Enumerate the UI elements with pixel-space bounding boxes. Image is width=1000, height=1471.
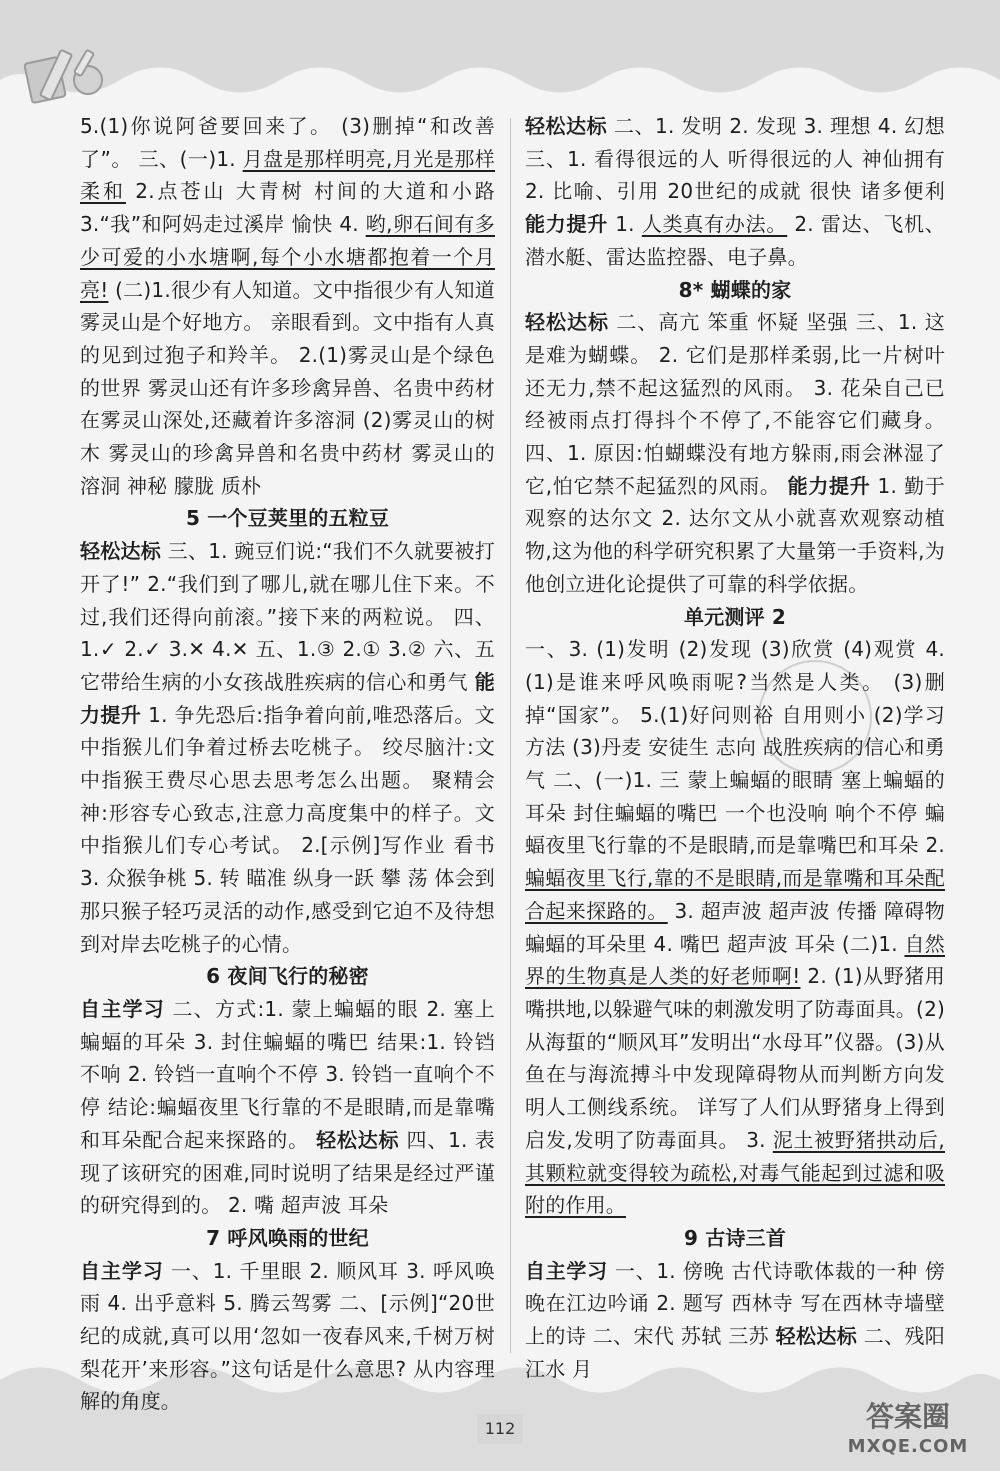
pencil-books-icon xyxy=(20,30,110,110)
section-label: 轻松达标 xyxy=(525,310,610,335)
answer-text: 一、1. 千里眼 2. 顺风耳 3. 呼风唤雨 4. 出乎意料 5. 腾云驾雾 二、[示例]“20世纪的成就,真可以用‘忽如一夜春风来,千树万树梨花开’来形容。”这句话是什么意思? 从内容理解的角度。 xyxy=(80,1258,495,1414)
answer-text: 一、1. 傍晚 古代诗歌体裁的一种 傍晚在江边吟诵 2. 题写 西林寺 写在西林寺墙壁上的诗 二、宋代 苏轼 三苏 xyxy=(525,1258,945,1349)
answer-paragraph xyxy=(80,1255,495,1419)
answer-text: 二、方式:1. 蒙上蝙蝠的眼 2. 塞上蝙蝠的耳朵 3. 封住蝙蝠的嘴巴 结果:1. 铃铛不响 2. 铃铛一直响个不停 3. 铃铛一直响个不停 结论:蝙蝠夜里飞行靠的不是眼睛,而是靠嘴和耳朵配合起来探路的。 xyxy=(80,996,495,1152)
answer-paragraph xyxy=(525,306,945,600)
answer-text: 5.(1)你说阿爸要回来了。 (3)删掉“和改善了”。 三、(一)1. xyxy=(80,114,495,171)
section-label: 轻松达标 xyxy=(80,539,162,564)
answer-text: 6 夜间飞行的秘密 xyxy=(206,964,369,989)
answer-text: 2. (1)从野猪用嘴拱地,以躲避气味的刺激发明了防毒面具。(2)从海蜇的“顺风耳”发明出“水母耳”仪器。(3)从鱼在与海流搏斗中发现障碍物从而判断方向发明人工侧线系统。 详写了人们从野猪身上得到启发,发明了防毒面具。 3. xyxy=(525,964,945,1152)
section-label: 能力提升 xyxy=(787,473,871,498)
answer-text: 1. xyxy=(608,212,642,237)
answer-paragraph xyxy=(80,993,495,1222)
underlined-answer: 蝙蝠夜里飞行,靠的不是眼睛,而是靠嘴和耳朵配合起来探路的。 xyxy=(525,866,945,923)
answer-paragraph xyxy=(525,1255,945,1386)
underlined-answer: 人类真有办法。 xyxy=(641,212,788,237)
section-label: 自主学习 xyxy=(525,1258,608,1283)
answer-text: 7 呼风唤雨的世纪 xyxy=(206,1225,369,1250)
underlined-answer: 自然界的生物真是人类的好老师啊! xyxy=(525,931,945,989)
answer-text: 四、1. 表现了该研究的困难,同时说明了结果是经过严谨的研究得到的。 2. 嘴 超声波 耳朵 xyxy=(80,1127,495,1218)
section-label: 轻松达标 xyxy=(525,114,608,138)
answer-text: 单元测评 2 xyxy=(683,604,787,629)
section-label: 自主学习 xyxy=(80,996,165,1021)
answer-text: 二、高亢 笨重 怀疑 坚强 三、1. 这是难为蝴蝶。 2. 它们是那样柔弱,比一片树叶还无力,禁不起这猛烈的风雨。 3. 花朵自己已经被雨点打得抖个不停了,不能容它们藏身。 四、1. 原因:怕蝴蝶没有地方躲雨,雨会淋湿了它,怕它禁不起猛烈的风雨。 xyxy=(525,310,945,498)
underlined-answer: 月盘是那样明亮,月光是那样柔和 xyxy=(80,146,495,204)
section-label: 能力提升 xyxy=(525,212,609,237)
watermark-url: MXQE.COM xyxy=(847,1436,969,1457)
answer-text: (二)1.很少有人知道。文中指很少有人知道雾灵山是个好地方。 亲眼看到。文中指有人真的见到过狍子和羚羊。 2.(1)雾灵山是个绿色的世界 雾灵山还有许多珍禽异兽、名贵中药材 在雾灵山深处,还藏着许多溶洞 (2)雾灵山的树木 雾灵山的珍禽异兽和名贵中药材 雾灵山的溶洞 神秘 朦胧 质朴 xyxy=(80,277,495,498)
answer-paragraph xyxy=(80,110,495,502)
section-label: 轻松达标 xyxy=(316,1127,400,1152)
answer-text: 9 古诗三首 xyxy=(683,1225,787,1250)
section-heading xyxy=(525,601,945,634)
underlined-answer: 泥土被野猪拱动后,其颗粒就变得较为疏松,对毒气能起到过滤和吸附的作用。 xyxy=(525,1127,945,1218)
stamp-watermark xyxy=(758,660,872,774)
section-heading xyxy=(525,274,945,307)
section-heading xyxy=(80,960,495,993)
answer-paragraph xyxy=(525,110,945,274)
watermark-text: 答案圈 xyxy=(865,1400,950,1433)
answer-text: 二、1. 发明 2. 发现 3. 理想 4. 幻想 三、1. 看得很远的人 听得很远的人 神仙拥有 2. 比喻、引用 20世纪的成就 很快 诸多便利 xyxy=(525,114,945,204)
answer-text: 2. 雷达、飞机、潜水艇、雷达监控器、电子鼻。 xyxy=(525,212,945,269)
answer-paragraph xyxy=(80,535,495,960)
column-divider xyxy=(510,118,511,1353)
section-heading xyxy=(80,502,495,535)
answer-text: 一、3. (1)发明 (2)发现 (3)欣赏 (4)观赏 4. (1)是谁来呼风唤雨呢?当然是人类。 (3)删掉“国家”。 5.(1)好问则裕 自用则小 (2)学习方法 (3)丹麦 安徒生 志向 战胜疾病的信心和勇气 二、(一)1. 三 蒙上蝙蝠的眼睛 塞上蝙蝠的耳朵 封住蝙蝠的嘴巴 一个也没响 响个不停 蝙蝠夜里飞行靠的不是眼睛,而是靠嘴巴和耳朵 2. xyxy=(525,637,945,858)
answer-text: 3. 超声波 超声波 传播 障碍物 蝙蝠的耳朵里 4. 嘴巴 超声波 耳朵 (二)1. xyxy=(525,898,945,956)
top-wave-decoration xyxy=(0,0,1000,120)
section-label: 自主学习 xyxy=(80,1258,164,1283)
answer-text: 8* 蝴蝶的家 xyxy=(678,277,792,302)
answer-text: 二、残阳 江水 月 xyxy=(525,1324,945,1381)
watermark-logo xyxy=(828,1400,988,1466)
right-column xyxy=(525,110,945,1385)
answer-text: 三、1. 豌豆们说:“我们不久就要被打开了!” 2.“我们到了哪儿,就在哪儿住下来。不过,我们还得向前滚。”接下来的两粒说。 四、1.✓ 2.✓ 3.✕ 4.✕ 五、1.③ 2.① 3.② 六、五 它带给生病的小女孩战胜疾病的信心和勇气 xyxy=(80,539,495,694)
section-heading xyxy=(525,1222,945,1255)
left-column xyxy=(80,110,495,1418)
section-label: 轻松达标 xyxy=(775,1324,858,1349)
section-label: 能力提升 xyxy=(80,669,495,727)
underlined-answer: 哟,卵石间有多少可爱的小水塘啊,每个小水塘都抱着一个月亮! xyxy=(80,212,495,302)
answer-text: 2.点苍山 大青树 村间的大道和小路 3.“我”和阿妈走过溪岸 愉快 4. xyxy=(80,179,495,237)
answer-text: 1. 勤于观察的达尔文 2. 达尔文从小就喜欢观察动植物,这为他的科学研究积累了大量第一手资料,为他创立进化论提供了可靠的科学依据。 xyxy=(525,473,946,596)
answer-paragraph xyxy=(525,633,945,1222)
section-heading xyxy=(80,1222,495,1255)
answer-text: 1. 争先恐后:指争着向前,唯恐落后。文中指猴儿们争着过桥去吃桃子。 绞尽脑汁:文中指猴王费尽心思去思考怎么出题。 聚精会神:形容专心致志,注意力高度集中的样子。文中指猴儿们专心考试。 2.[示例]写作业 看书 3. 众猴争桃 5. 转 瞄准 纵身一跃 攀 荡 体会到那只猴子轻巧灵活的动作,感受到它迫不及待想到对岸去吃桃子的心情。 xyxy=(80,702,495,956)
page-number: 112 xyxy=(477,1414,523,1444)
answer-text: 5 一个豆荚里的五粒豆 xyxy=(185,506,390,531)
